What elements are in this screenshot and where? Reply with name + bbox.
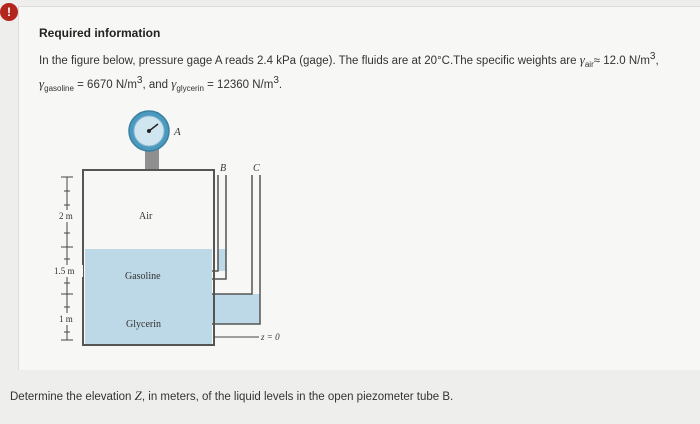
gamma-gasoline-symbol: γ [39,75,45,91]
gamma-glycerin-symbol: γ [171,75,177,91]
gasoline-label: Gasoline [125,271,161,282]
tank-figure [19,7,700,370]
mid-text: , and [142,78,172,91]
dim-air-label: 2 m [59,211,73,221]
question-prefix: Determine the elevation [10,391,135,403]
tube-c-label: C [253,163,260,174]
gamma-gasoline-sub: gasoline [44,84,74,94]
gamma-air-sub: air [584,60,594,70]
gamma-air-symbol: γ [579,51,585,67]
tube-b-liquid [218,249,226,271]
info-title: Required information [39,26,161,40]
question-text [10,388,453,404]
gage-label: A [174,126,181,138]
exp-3: 3 [273,75,279,86]
alert-icon: ! [0,3,18,21]
tube-c-liquid [201,294,260,324]
gamma-glycerin-value: = 12360 N/m [203,78,274,91]
question-var: Z [134,388,142,403]
datum-label: z = 0 [261,332,280,342]
glycerin-label: Glycerin [126,319,161,330]
required-information-card [18,6,700,370]
comma: , [655,54,659,67]
dim-gasoline-label: 1.5 m [54,266,75,276]
gamma-gasoline-value: = 6670 N/m [73,78,137,91]
air-label: Air [139,211,153,222]
period: . [278,78,283,91]
exp-2: 3 [136,75,143,86]
dim-glycerin-label: 1 m [59,314,73,324]
gamma-air-value: ≈ 12.0 N/m [593,54,650,67]
statement-text: In the figure below, pressure gage A reads 2.4 kPa (gage). The fluids are at 20°C.The specific weights are [39,54,577,67]
gamma-glycerin-sub: glycerin [176,84,204,94]
gage-pivot [147,129,151,133]
tube-b-label: B [220,163,227,174]
exp-1: 3 [649,51,656,62]
question-suffix: , in meters, of the liquid levels in the open piezometer tube B. [141,391,454,403]
